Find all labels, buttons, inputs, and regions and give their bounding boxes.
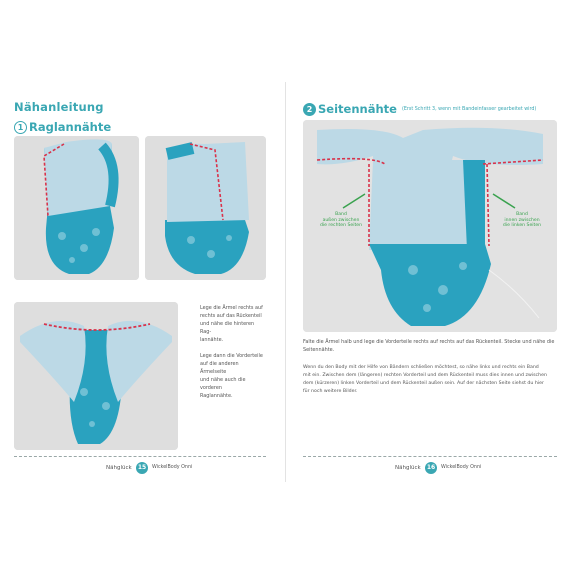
page-footer <box>14 456 266 476</box>
footer-brand: Nähglück <box>106 465 132 471</box>
paragraph-line: Seitennähte. <box>303 347 335 353</box>
instruction-line: und nähe die hinteren Rag- <box>200 321 255 335</box>
book-spine <box>285 82 286 482</box>
footer-divider <box>14 456 266 457</box>
instruction-line: und nähe auch die vorderen <box>200 377 246 391</box>
step-note: (Erst Schritt 3, wenn mit Bandeinfasser gearbeitet wird) <box>401 106 537 112</box>
paragraph-1 <box>303 338 557 354</box>
instruction-line: Lege die Ärmel rechts auf <box>200 305 263 311</box>
section-title: Nähanleitung <box>14 100 104 114</box>
step-number-badge: 2 <box>303 103 316 116</box>
annotation-line: Band <box>516 212 528 217</box>
photo-raglan-back-1 <box>14 136 139 280</box>
step-title: Raglannähte <box>29 120 112 134</box>
instruction-line: Lege dann die Vorderteile <box>200 353 263 359</box>
page-number-badge: 15 <box>136 462 148 474</box>
instruction-line: rechts auf das Rückenteil <box>200 313 262 319</box>
paragraph-line: dem (kürzeren) linken Vorderteil und dem Rückenteil außen sein. Auf der nächsten Seite siehst du hier <box>303 381 544 386</box>
page-number-badge: 16 <box>425 462 437 474</box>
footer-pattern-name: WickelBody Onni <box>152 465 193 470</box>
left-page <box>14 86 266 478</box>
step-number-badge: 1 <box>14 121 27 134</box>
step-title: Seitennähte <box>318 102 397 116</box>
annotation-left <box>311 212 371 229</box>
footer-brand: Nähglück <box>395 465 421 471</box>
annotation-line: die rechten Seiten <box>319 223 363 228</box>
photo-raglan-back-2 <box>145 136 266 280</box>
instruction-line: Raglannähte. <box>200 393 233 399</box>
instruction-line: lannähte. <box>200 337 224 343</box>
photo-side-seams <box>303 120 557 332</box>
footer-pattern-name: WickelBody Onni <box>441 465 482 470</box>
instruction-line: auf die anderen Ärmelseite <box>200 361 239 375</box>
annotation-line: die linken Seiten <box>502 223 542 228</box>
photo-raglan-front <box>14 302 178 450</box>
right-page <box>303 86 557 478</box>
instruction-spacer <box>200 344 266 352</box>
paragraph-line: Falte die Ärmel halb und lege die Vorderteile rechts auf rechts auf das Rückenteil. Stecke und nähe die <box>303 339 555 345</box>
annotation-line: außen zwischen <box>322 217 360 223</box>
annotation-right <box>491 212 553 229</box>
annotation-line: Band <box>335 212 347 217</box>
step-2-heading <box>303 102 536 116</box>
paragraph-line: für noch weitere Bilder. <box>303 389 358 394</box>
annotation-line: innen zwischen <box>504 217 540 223</box>
paragraph-line: Wenn du den Body mit der Hilfe von Bändern schließen möchtest, so nähe links und rechts ein Band <box>303 365 539 370</box>
footer-divider <box>303 456 557 457</box>
paragraph-2 <box>303 364 557 396</box>
instructions-text <box>200 304 266 400</box>
page-footer <box>303 456 557 476</box>
step-1-heading <box>14 120 111 134</box>
paragraph-line: mit ein. Zwischen dem (längeren) rechten Vorderteil und dem Rückenteil muss dies innen und zwischen <box>303 373 547 378</box>
